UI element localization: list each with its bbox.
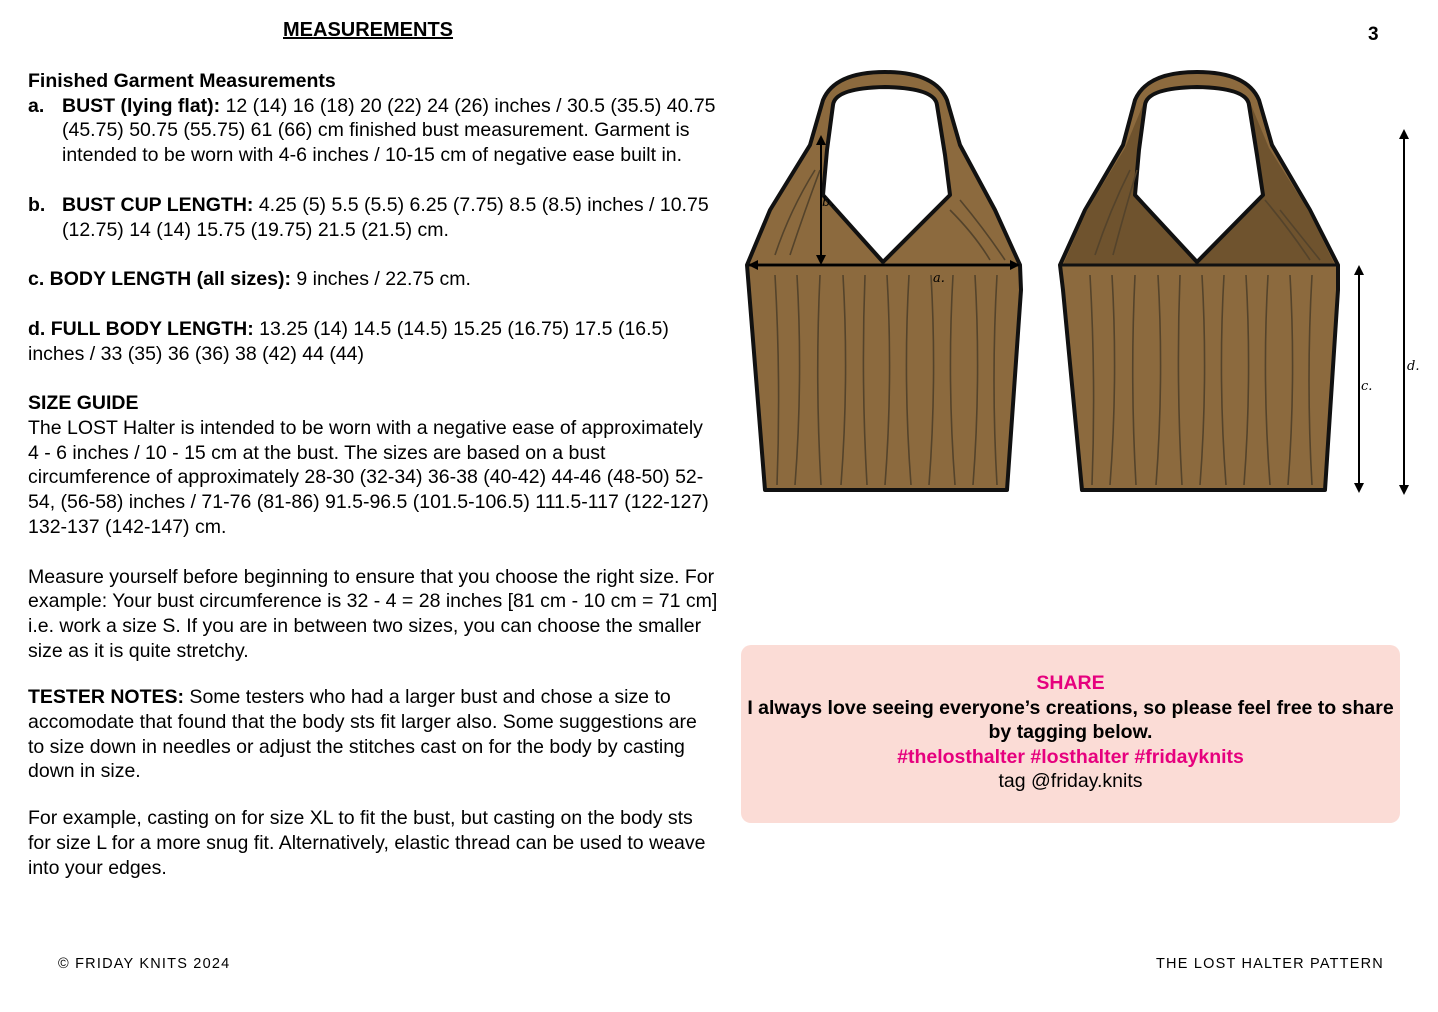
- measurement-d: [28, 317, 718, 366]
- schematic-diagram: [735, 60, 1425, 510]
- finished-measurements-heading: Finished Garment Measurements: [28, 70, 336, 92]
- footer-copyright: © FRIDAY KNITS 2024: [58, 956, 231, 972]
- label-a: a.: [933, 271, 945, 286]
- size-guide-paragraph-2: Measure yourself before beginning to ensure that you choose the right size. For example: Your bust circumference is 32 - 4 = 28 inches [81 cm - 10 cm = 71 cm] i.e. work a size S. If you are in between two sizes, you can choose the smaller size as it is quite stretchy.: [28, 565, 718, 662]
- measurement-c-label: c. BODY LENGTH (all sizes):: [28, 268, 291, 291]
- measurement-a-marker: a.: [28, 94, 45, 117]
- measurement-b: [28, 193, 718, 242]
- page-title: MEASUREMENTS: [283, 19, 454, 41]
- tester-notes-paragraph-2: For example, casting on for size XL to fit the bust, but casting on the body sts for size L for a more snug fit. Alternatively, elastic thread can be used to weave into your edges.: [28, 807, 706, 879]
- back-halter-piece: [1060, 72, 1338, 490]
- measurement-c: [28, 267, 718, 292]
- size-guide-heading: SIZE GUIDE: [28, 392, 139, 415]
- size-guide-paragraph-1: The LOST Halter is intended to be worn with a negative ease of approximately 4 - 6 inches / 10 - 15 cm at the bust. The sizes are based on a bust circumference of approximately 28-30 (32-34) 36-38 (40-42) 44-46 (48-50) 52-54, (56-58) inches / 71-76 (81-86) 91.5-96.5 (101.5-106.5) 111.5-117 (122-127) 132-137 (142-147) cm.: [28, 417, 709, 538]
- label-c: c.: [1361, 379, 1373, 394]
- tester-notes-text: Some testers who had a larger bust and chose a size to accomodate that found that the body sts fit larger also. Some suggestions are to size down in needles or adjust the stitches cast on for the body by casting down in size.: [28, 686, 697, 783]
- measurement-a-label: BUST (lying flat):: [62, 94, 221, 117]
- share-tag: tag @friday.knits: [998, 770, 1143, 792]
- label-b: b.: [822, 195, 835, 210]
- measurement-a-text: 12 (14) 16 (18) 20 (22) 24 (26) inches / 30.5 (35.5) 40.75 (45.75) 50.75 (55.75) 61 (66) cm finished bust measurement. Garment is intended to be worn with 4-6 inches / 10-15 cm of negative ease built in.: [62, 94, 716, 167]
- measurement-b-marker: b.: [28, 193, 46, 216]
- share-title: SHARE: [1036, 672, 1105, 694]
- measurement-b-text: 4.25 (5) 5.5 (5.5) 6.25 (7.75) 8.5 (8.5) inches / 10.75 (12.75) 14 (14) 15.75 (19.75) 21.5 (21.5) cm.: [62, 193, 709, 241]
- tester-notes-label: TESTER NOTES:: [28, 686, 185, 709]
- tester-notes: [28, 685, 718, 784]
- label-d: d.: [1407, 359, 1420, 374]
- share-message: I always love seeing everyone’s creations, so please feel free to share by tagging below.: [747, 696, 1394, 743]
- measurement-c-text: 9 inches / 22.75 cm.: [290, 268, 471, 291]
- measurement-d-label: d. FULL BODY LENGTH:: [28, 317, 254, 340]
- measurement-b-label: BUST CUP LENGTH:: [62, 193, 254, 216]
- measurement-d-text: 13.25 (14) 14.5 (14.5) 15.25 (16.75) 17.5 (16.5) inches / 33 (35) 36 (36) 38 (42) 44 (44): [28, 317, 669, 365]
- footer-pattern-name: THE LOST HALTER PATTERN: [1156, 956, 1384, 972]
- front-halter-piece: [747, 72, 1021, 490]
- share-hashtags: #thelosthalter #losthalter #fridayknits: [897, 745, 1244, 768]
- measurement-a: [28, 94, 718, 168]
- page-number: 3: [1368, 24, 1379, 45]
- left-column: [28, 69, 718, 880]
- share-box: [741, 645, 1400, 823]
